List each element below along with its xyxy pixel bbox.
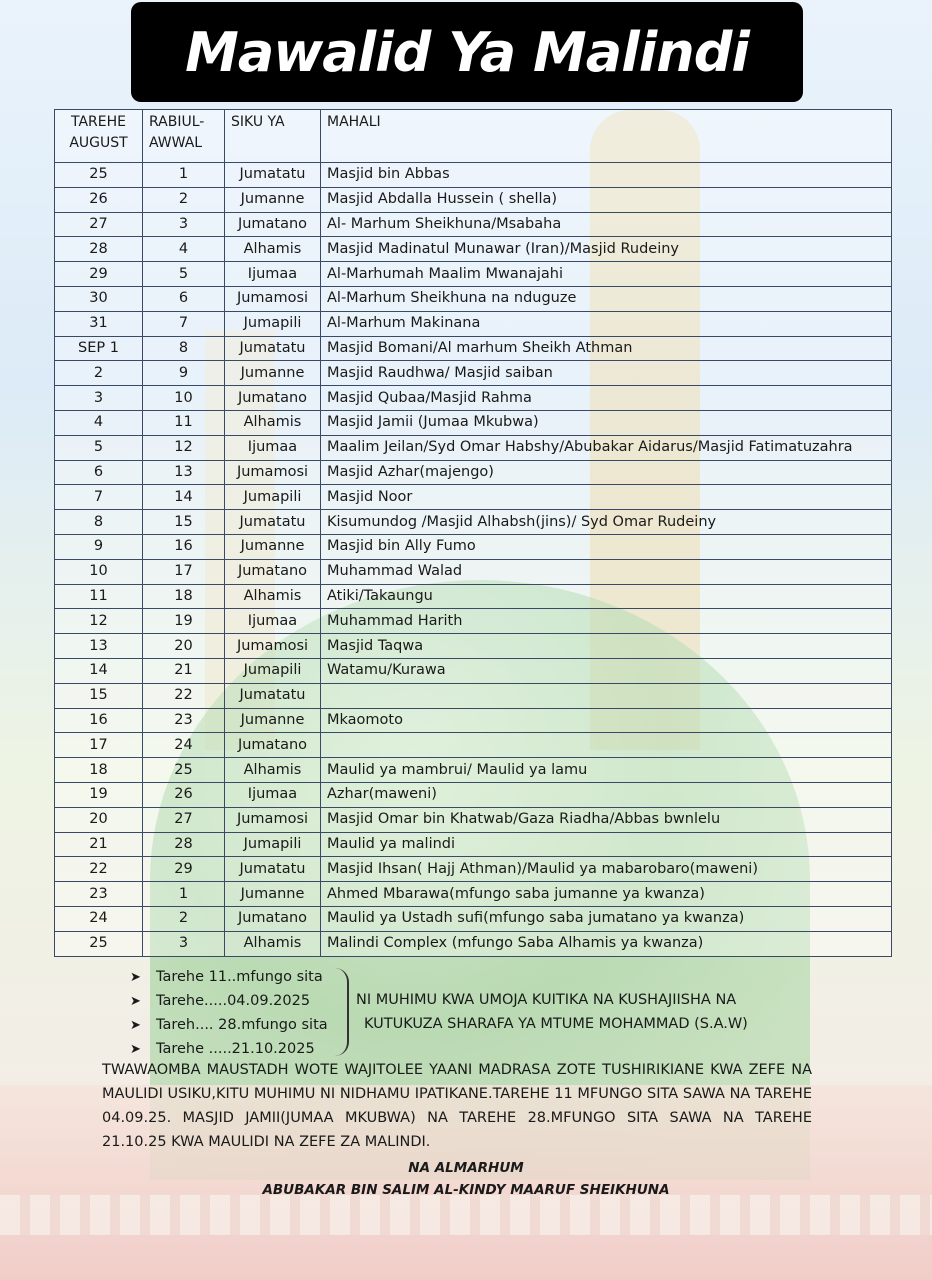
table-row <box>55 906 892 931</box>
table-row <box>55 262 892 287</box>
cell-tarehe: SEP 1 <box>55 336 143 361</box>
cell-mahali: Masjid Noor <box>321 485 892 510</box>
cell-tarehe: 25 <box>55 163 143 188</box>
title-banner <box>131 2 803 102</box>
cell-siku: Alhamis <box>225 758 321 783</box>
table-row <box>55 410 892 435</box>
table-row <box>55 733 892 758</box>
cell-siku: Ijumaa <box>225 782 321 807</box>
cell-rabiul: 1 <box>143 882 225 907</box>
cell-tarehe: 29 <box>55 262 143 287</box>
cell-rabiul: 4 <box>143 237 225 262</box>
cell-siku: Jumanne <box>225 882 321 907</box>
arrow-bullet-icon: ➤ <box>130 969 141 985</box>
cell-mahali: Masjid Azhar(majengo) <box>321 460 892 485</box>
table-row <box>55 782 892 807</box>
cell-rabiul: 7 <box>143 311 225 336</box>
cell-mahali: Ahmed Mbarawa(mfungo saba jumanne ya kwanza) <box>321 882 892 907</box>
cell-mahali: Maalim Jeilan/Syd Omar Habshy/Abubakar Aidarus/Masjid Fatimatuzahra <box>321 435 892 460</box>
header-mahali: MAHALI <box>321 110 892 163</box>
table-row <box>55 584 892 609</box>
cell-rabiul: 6 <box>143 286 225 311</box>
table-row <box>55 931 892 956</box>
cell-mahali: Muhammad Walad <box>321 559 892 584</box>
cell-mahali: Kisumundog /Masjid Alhabsh(jins)/ Syd Omar Rudeiny <box>321 510 892 535</box>
cell-siku: Jumatatu <box>225 857 321 882</box>
cell-tarehe: 17 <box>55 733 143 758</box>
cell-rabiul: 2 <box>143 906 225 931</box>
table-row <box>55 187 892 212</box>
cell-mahali: Masjid Taqwa <box>321 634 892 659</box>
table-row <box>55 708 892 733</box>
cell-mahali: Al- Marhum Sheikhuna/Msabaha <box>321 212 892 237</box>
table-row <box>55 658 892 683</box>
table-row <box>55 336 892 361</box>
cell-rabiul: 14 <box>143 485 225 510</box>
cell-mahali: Masjid Qubaa/Masjid Rahma <box>321 386 892 411</box>
cell-rabiul: 26 <box>143 782 225 807</box>
cell-mahali: Masjid Jamii (Jumaa Mkubwa) <box>321 410 892 435</box>
cell-tarehe: 30 <box>55 286 143 311</box>
announcement-paragraph: TWAWAOMBA MAUSTADH WOTE WAJITOLEE YAANI MADRASA ZOTE TUSHIRIKIANE KWA ZEFE NA MAULIDI USIKU,KITU MUHIMU NI NIDHAMU IPATIKANE.TAREHE 11 MFUNGO SITA SAWA NA TAREHE 04.09.25. MASJID JAMII(JUMAA MKUBWA) NA TAREHE 28.MFUNGO SITA SAWA NA TAREHE 21.10.25 KWA MAULIDI NA ZEFE ZA MALINDI. <box>102 1062 812 1150</box>
cell-tarehe: 24 <box>55 906 143 931</box>
cell-rabiul: 2 <box>143 187 225 212</box>
cell-tarehe: 31 <box>55 311 143 336</box>
cell-siku: Ijumaa <box>225 609 321 634</box>
cell-rabiul: 3 <box>143 212 225 237</box>
cell-mahali: Maulid ya Ustadh sufi(mfungo saba jumatano ya kwanza) <box>321 906 892 931</box>
cell-tarehe: 3 <box>55 386 143 411</box>
table-row <box>55 485 892 510</box>
signature-line-2: ABUBAKAR BIN SALIM AL-KINDY MAARUF SHEIKHUNA <box>262 1182 670 1198</box>
list-item: ➤ Tarehe 11..mfungo sita <box>130 969 323 985</box>
header-rabiul: RABIUL-AWWAL <box>143 110 225 163</box>
cell-tarehe: 16 <box>55 708 143 733</box>
cell-siku: Jumapili <box>225 311 321 336</box>
table-row <box>55 609 892 634</box>
cell-siku: Jumapili <box>225 485 321 510</box>
cell-siku: Jumatatu <box>225 510 321 535</box>
table-row <box>55 163 892 188</box>
cell-mahali: Masjid Ihsan( Hajj Athman)/Maulid ya mabarobaro(maweni) <box>321 857 892 882</box>
table-row <box>55 534 892 559</box>
cell-siku: Jumatano <box>225 212 321 237</box>
table-row <box>55 237 892 262</box>
cell-rabiul: 1 <box>143 163 225 188</box>
cell-rabiul: 27 <box>143 807 225 832</box>
cell-mahali: Muhammad Harith <box>321 609 892 634</box>
cell-tarehe: 4 <box>55 410 143 435</box>
cell-siku: Alhamis <box>225 584 321 609</box>
cell-rabiul: 23 <box>143 708 225 733</box>
cell-siku: Jumanne <box>225 361 321 386</box>
cell-siku: Jumapili <box>225 832 321 857</box>
cell-rabiul: 24 <box>143 733 225 758</box>
table-row <box>55 510 892 535</box>
cell-mahali: Masjid Raudhwa/ Masjid saiban <box>321 361 892 386</box>
cell-tarehe: 22 <box>55 857 143 882</box>
list-item: ➤ Tareh.... 28.mfungo sita <box>130 1017 328 1033</box>
cell-mahali: Masjid Omar bin Khatwab/Gaza Riadha/Abbas bwnlelu <box>321 807 892 832</box>
notes-list <box>130 965 328 1061</box>
cell-mahali: Watamu/Kurawa <box>321 658 892 683</box>
cell-siku: Jumatano <box>225 733 321 758</box>
cell-rabiul: 16 <box>143 534 225 559</box>
arrow-bullet-icon: ➤ <box>130 1017 141 1033</box>
curly-brace <box>333 968 349 1056</box>
table-row <box>55 361 892 386</box>
cell-tarehe: 14 <box>55 658 143 683</box>
cell-mahali: Maulid ya malindi <box>321 832 892 857</box>
cell-mahali: Malindi Complex (mfungo Saba Alhamis ya kwanza) <box>321 931 892 956</box>
cell-tarehe: 8 <box>55 510 143 535</box>
cell-rabiul: 25 <box>143 758 225 783</box>
cell-mahali: Atiki/Takaungu <box>321 584 892 609</box>
cell-mahali <box>321 683 892 708</box>
cell-siku: Jumatano <box>225 559 321 584</box>
cell-mahali: Masjid Bomani/Al marhum Sheikh Athman <box>321 336 892 361</box>
cell-rabiul: 15 <box>143 510 225 535</box>
table-row <box>55 435 892 460</box>
brace-statement: NI MUHIMU KWA UMOJA KUITIKA NA KUSHAJIISHA NA KUTUKUZA SHARAFA YA MTUME MOHAMMAD (S.A.W) <box>356 992 748 1032</box>
cell-siku: Alhamis <box>225 931 321 956</box>
cell-rabiul: 21 <box>143 658 225 683</box>
cell-rabiul: 12 <box>143 435 225 460</box>
cell-siku: Alhamis <box>225 410 321 435</box>
wall-crenellation <box>0 1195 932 1235</box>
cell-rabiul: 10 <box>143 386 225 411</box>
table-header-row <box>55 110 892 163</box>
cell-tarehe: 26 <box>55 187 143 212</box>
cell-rabiul: 8 <box>143 336 225 361</box>
cell-siku: Ijumaa <box>225 262 321 287</box>
arrow-bullet-icon: ➤ <box>130 1041 141 1057</box>
table-row <box>55 634 892 659</box>
cell-siku: Jumanne <box>225 534 321 559</box>
cell-siku: Jumatano <box>225 906 321 931</box>
cell-rabiul: 13 <box>143 460 225 485</box>
cell-siku: Jumamosi <box>225 634 321 659</box>
cell-rabiul: 20 <box>143 634 225 659</box>
header-siku: SIKU YA <box>225 110 321 163</box>
table-row <box>55 286 892 311</box>
cell-rabiul: 9 <box>143 361 225 386</box>
table-row <box>55 311 892 336</box>
cell-rabiul: 29 <box>143 857 225 882</box>
cell-tarehe: 11 <box>55 584 143 609</box>
cell-tarehe: 21 <box>55 832 143 857</box>
page-title: Mawalid Ya Malindi <box>185 20 749 84</box>
cell-tarehe: 5 <box>55 435 143 460</box>
cell-tarehe: 10 <box>55 559 143 584</box>
table-body <box>55 163 892 957</box>
cell-mahali: Azhar(maweni) <box>321 782 892 807</box>
header-tarehe: TAREHE AUGUST <box>55 110 143 163</box>
cell-mahali: Al-Marhum Makinana <box>321 311 892 336</box>
cell-rabiul: 19 <box>143 609 225 634</box>
table-row <box>55 807 892 832</box>
cell-mahali: Al-Marhumah Maalim Mwanajahi <box>321 262 892 287</box>
cell-mahali: Masjid bin Ally Fumo <box>321 534 892 559</box>
cell-siku: Jumamosi <box>225 286 321 311</box>
cell-siku: Ijumaa <box>225 435 321 460</box>
table-row <box>55 212 892 237</box>
table-row <box>55 386 892 411</box>
cell-tarehe: 9 <box>55 534 143 559</box>
cell-rabiul: 5 <box>143 262 225 287</box>
list-item: ➤ Tarehe .....21.10.2025 <box>130 1041 315 1057</box>
cell-rabiul: 3 <box>143 931 225 956</box>
cell-rabiul: 22 <box>143 683 225 708</box>
cell-tarehe: 7 <box>55 485 143 510</box>
cell-rabiul: 18 <box>143 584 225 609</box>
cell-siku: Jumatano <box>225 386 321 411</box>
cell-mahali: Masjid Abdalla Hussein ( shella) <box>321 187 892 212</box>
cell-siku: Jumapili <box>225 658 321 683</box>
cell-mahali: Al-Marhum Sheikhuna na nduguze <box>321 286 892 311</box>
cell-siku: Jumanne <box>225 187 321 212</box>
cell-siku: Jumatatu <box>225 163 321 188</box>
cell-rabiul: 11 <box>143 410 225 435</box>
cell-tarehe: 25 <box>55 931 143 956</box>
table-row <box>55 857 892 882</box>
table-row <box>55 559 892 584</box>
cell-tarehe: 27 <box>55 212 143 237</box>
cell-tarehe: 2 <box>55 361 143 386</box>
arrow-bullet-icon: ➤ <box>130 993 141 1009</box>
table-row <box>55 683 892 708</box>
cell-tarehe: 28 <box>55 237 143 262</box>
schedule-table <box>54 109 892 957</box>
cell-tarehe: 20 <box>55 807 143 832</box>
signature-line-1: NA ALMARHUM <box>408 1160 524 1176</box>
cell-siku: Jumanne <box>225 708 321 733</box>
cell-tarehe: 13 <box>55 634 143 659</box>
cell-siku: Jumatatu <box>225 336 321 361</box>
cell-mahali: Mkaomoto <box>321 708 892 733</box>
table-row <box>55 758 892 783</box>
cell-tarehe: 18 <box>55 758 143 783</box>
cell-siku: Jumatatu <box>225 683 321 708</box>
cell-tarehe: 19 <box>55 782 143 807</box>
cell-siku: Jumamosi <box>225 807 321 832</box>
table-row <box>55 832 892 857</box>
cell-tarehe: 15 <box>55 683 143 708</box>
cell-rabiul: 17 <box>143 559 225 584</box>
cell-mahali: Maulid ya mambrui/ Maulid ya lamu <box>321 758 892 783</box>
cell-tarehe: 23 <box>55 882 143 907</box>
list-item: ➤ Tarehe.....04.09.2025 <box>130 993 311 1009</box>
table-row <box>55 882 892 907</box>
cell-siku: Jumamosi <box>225 460 321 485</box>
cell-mahali: Masjid Madinatul Munawar (Iran)/Masjid Rudeiny <box>321 237 892 262</box>
cell-rabiul: 28 <box>143 832 225 857</box>
cell-tarehe: 12 <box>55 609 143 634</box>
cell-siku: Alhamis <box>225 237 321 262</box>
table-row <box>55 460 892 485</box>
cell-mahali <box>321 733 892 758</box>
cell-mahali: Masjid bin Abbas <box>321 163 892 188</box>
cell-tarehe: 6 <box>55 460 143 485</box>
